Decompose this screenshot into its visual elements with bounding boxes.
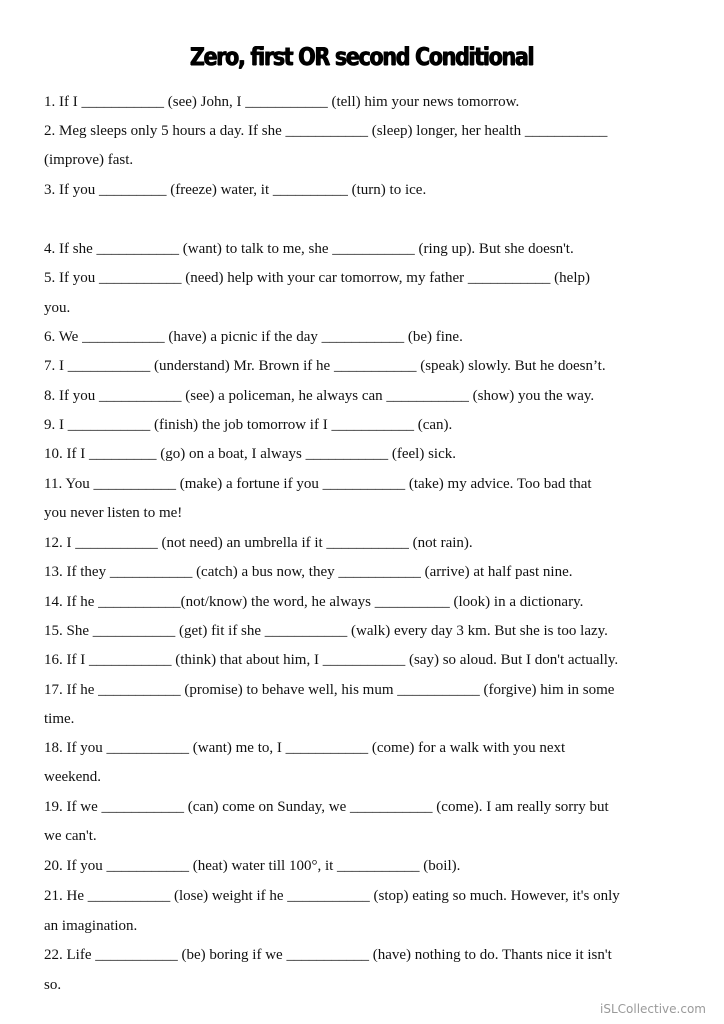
exercise-line: an imagination. bbox=[44, 918, 138, 934]
site-watermark: iSLCollective.com bbox=[600, 1002, 706, 1016]
exercise-line: (improve) fast. bbox=[44, 152, 134, 168]
exercise-line: 4. If she ___________ (want) to talk to me, she ___________ (ring up). But she doesn't. bbox=[44, 241, 574, 257]
exercise-line: 14. If he ___________(not/know) the word, he always __________ (look) in a dictionary. bbox=[44, 594, 584, 610]
exercise-line: 16. If I ___________ (think) that about him, I ___________ (say) so aloud. But I don't actually. bbox=[44, 652, 619, 668]
worksheet-title: Zero, first OR second Conditional bbox=[189, 42, 534, 71]
exercise-line: 11. You ___________ (make) a fortune if you ___________ (take) my advice. Too bad that bbox=[44, 476, 592, 492]
exercise-line: 1. If I ___________ (see) John, I ___________ (tell) him your news tomorrow. bbox=[44, 94, 520, 110]
exercise-line: 17. If he ___________ (promise) to behave well, his mum ___________ (forgive) him in some bbox=[44, 682, 615, 698]
exercise-line: weekend. bbox=[44, 769, 102, 785]
exercise-line: 10. If I _________ (go) on a boat, I always ___________ (feel) sick. bbox=[44, 446, 456, 462]
exercise-line: so. bbox=[44, 977, 62, 993]
exercise-line: 18. If you ___________ (want) me to, I ___________ (come) for a walk with you next bbox=[44, 740, 566, 756]
exercise-line: 19. If we ___________ (can) come on Sunday, we ___________ (come). I am really sorry but bbox=[44, 799, 609, 815]
exercise-line: 12. I ___________ (not need) an umbrella if it ___________ (not rain). bbox=[44, 535, 473, 551]
exercise-line: we can't. bbox=[44, 828, 97, 844]
exercise-line: 7. I ___________ (understand) Mr. Brown if he ___________ (speak) slowly. But he doesn’t. bbox=[44, 358, 606, 374]
exercise-line: 5. If you ___________ (need) help with your car tomorrow, my father ___________ (help) bbox=[44, 270, 590, 286]
exercise-line: you. bbox=[44, 300, 71, 316]
exercise-line: time. bbox=[44, 711, 75, 727]
exercise-line: 8. If you ___________ (see) a policeman, he always can ___________ (show) you the way. bbox=[44, 388, 595, 404]
exercise-line: 22. Life ___________ (be) boring if we ___________ (have) nothing to do. Thants nice it isn't bbox=[44, 947, 612, 963]
exercise-line: you never listen to me! bbox=[44, 505, 183, 521]
exercise-line: 13. If they ___________ (catch) a bus now, they ___________ (arrive) at half past nine. bbox=[44, 564, 573, 580]
exercise-line: 2. Meg sleeps only 5 hours a day. If she ___________ (sleep) longer, her health ___________ bbox=[44, 123, 608, 139]
exercise-line: 3. If you _________ (freeze) water, it __________ (turn) to ice. bbox=[44, 182, 427, 198]
exercise-line: 15. She ___________ (get) fit if she ___________ (walk) every day 3 km. But she is too lazy. bbox=[44, 623, 608, 639]
exercise-line: 20. If you ___________ (heat) water till 100°, it ___________ (boil). bbox=[44, 858, 461, 874]
exercise-line: 6. We ___________ (have) a picnic if the day ___________ (be) fine. bbox=[44, 329, 463, 345]
exercise-line: 21. He ___________ (lose) weight if he ___________ (stop) eating so much. However, it's only bbox=[44, 888, 620, 904]
exercise-line: 9. I ___________ (finish) the job tomorrow if I ___________ (can). bbox=[44, 417, 453, 433]
